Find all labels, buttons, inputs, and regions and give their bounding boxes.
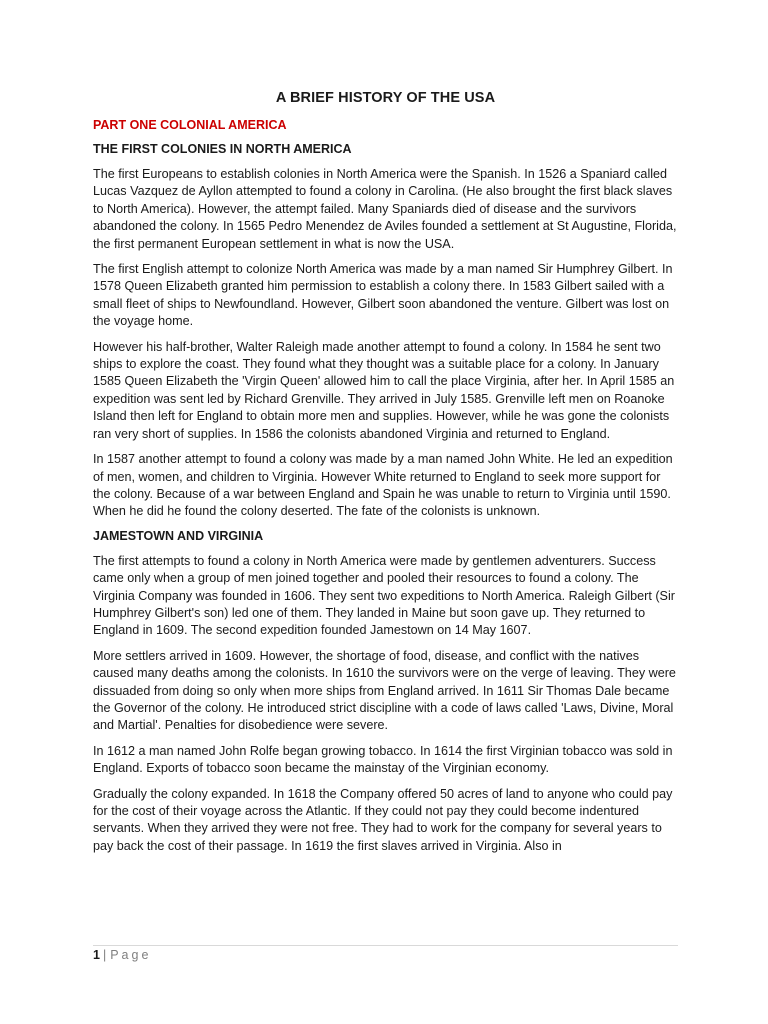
document-page	[93, 84, 678, 863]
paragraph: However his half-brother, Walter Raleigh made another attempt to found a colony. In 1584 he sent two ships to explore the coast. They found what they thought was a suitable place for a colony. In January 1585 Queen Elizabeth the 'Virgin Queen' allowed him to call the place Virginia, after her. In April 1585 an expedition was sent led by Richard Grenville. They arrived in July 1585. Grenville left men on Roanoke Island then left for England to obtain more men and supplies. However, while he was gone the colonists ran very short of supplies. In 1586 the colonists abandoned Virginia and returned to England.	[93, 339, 675, 441]
footer-separator: |	[102, 948, 107, 962]
paragraph: In 1612 a man named John Rolfe began growing tobacco. In 1614 the first Virginian tobacco was sold in England. Exports of tobacco soon became the mainstay of the Virginian economy.	[93, 743, 673, 776]
paragraph: More settlers arrived in 1609. However, the shortage of food, disease, and conflict with the natives caused many deaths among the colonists. In 1610 the survivors were on the verge of leaving. They were dissuaded from doing so only when more ships from England arrived. In 1611 Sir Thomas Dale became the Governor of the colony. He introduced strict discipline with a code of laws called 'Laws, Divine, Moral and Martial'. Penalties for disobedience were severe.	[93, 648, 676, 733]
paragraph: The first attempts to found a colony in North America were made by gentlemen adventurers. Success came only when a group of men joined together and pooled their resources to found a colony. The Virginia Company was founded in 1606. They sent two expeditions to North America. Raleigh Gilbert (Sir Humphrey Gilbert's son) led one of them. They landed in Maine but soon gave up. They returned to England in 1609. The second expedition founded Jamestown on 14 May 1607.	[93, 553, 675, 638]
section-heading-jamestown: JAMESTOWN AND VIRGINIA	[93, 528, 264, 543]
paragraph: Gradually the colony expanded. In 1618 the Company offered 50 acres of land to anyone who could pay for the cost of their voyage across the Atlantic. If they could not pay they could become indentured servants. When they arrived they were not free. They had to work for the company for several years to pay back the cost of their passage. In 1619 the first slaves arrived in Virginia. Also in	[93, 786, 673, 853]
document-title: A BRIEF HISTORY OF THE USA	[275, 90, 496, 106]
paragraph: The first English attempt to colonize North America was made by a man named Sir Humphrey Gilbert. In 1578 Queen Elizabeth granted him permission to establish a colony there. In 1583 Gilbert sailed with a small fleet of ships to Newfoundland. However, Gilbert soon abandoned the venture. Gilbert was lost on the voyage home.	[93, 262, 673, 329]
page-footer	[93, 948, 151, 962]
section-heading-first-colonies: THE FIRST COLONIES IN NORTH AMERICA	[93, 142, 352, 156]
footer-divider	[93, 945, 678, 946]
page-number: 1	[93, 948, 100, 962]
paragraph: In 1587 another attempt to found a colony was made by a man named John White. He led an expedition of men, women, and children to Virginia. However White returned to England to seek more support for the colony. Because of a war between England and Spain he was unable to return to Virginia until 1590. When he did he found the colony deserted. The fate of the colonists is unknown.	[93, 452, 673, 519]
paragraph: The first Europeans to establish colonies in North America were the Spanish. In 1526 a Spaniard called Lucas Vazquez de Ayllon attempted to found a colony in Carolina. (He also brought the first black slaves to North America). However, the attempt failed. Many Spaniards died of disease and the survivors abandoned the colony. In 1565 Pedro Menendez de Aviles founded a settlement at St Augustine, Florida, the first permanent European settlement in what is now the USA.	[93, 167, 677, 251]
part-heading: PART ONE COLONIAL AMERICA	[93, 118, 287, 132]
page-label: Page	[110, 948, 152, 962]
